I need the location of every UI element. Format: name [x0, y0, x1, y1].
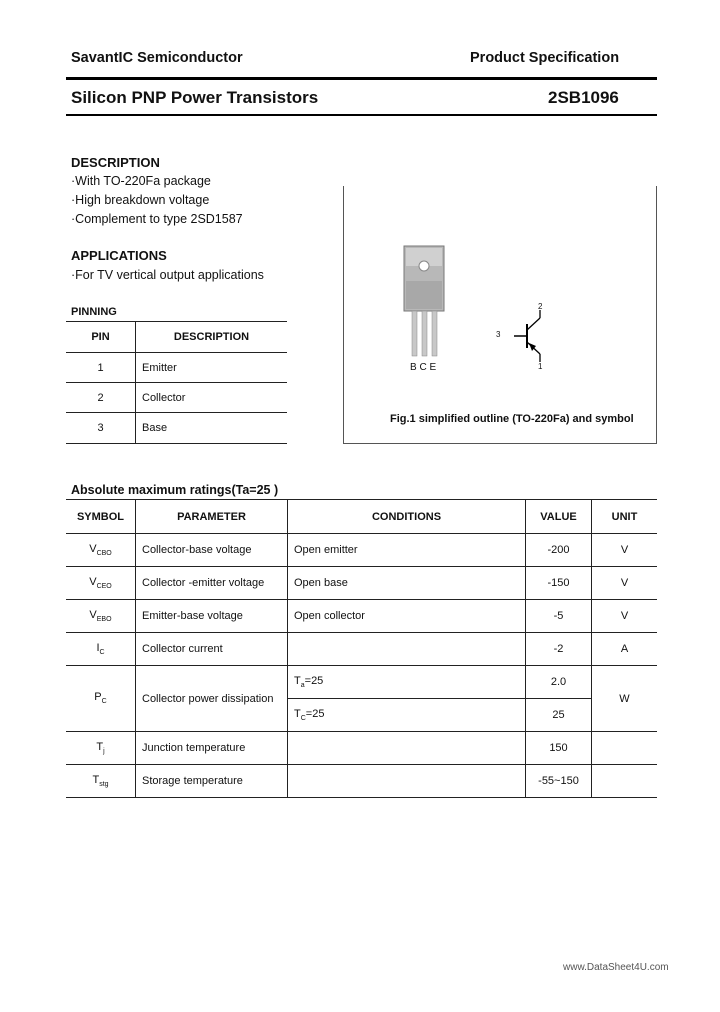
- pin-description: Base: [142, 422, 168, 434]
- unit-cell: A: [620, 643, 629, 655]
- symbol-letter: I: [96, 641, 100, 654]
- value-cell: 25: [526, 699, 592, 732]
- value-cell: -2: [526, 633, 592, 666]
- unit-cell: V: [620, 544, 629, 556]
- parameter-cell: Collector power dissipation: [136, 666, 288, 732]
- symbol-header: SYMBOL: [66, 500, 136, 534]
- symbol-cell: [66, 600, 136, 633]
- applications-title: APPLICATIONS: [71, 248, 167, 263]
- header-rule-top: [66, 77, 657, 80]
- symbol-letter: V: [89, 608, 97, 621]
- symbol-subscript: C: [99, 649, 105, 657]
- symbol-letter: P: [94, 691, 102, 704]
- pin-description: Emitter: [142, 361, 177, 374]
- table-row: [66, 383, 287, 413]
- value-cell: 2.0: [526, 666, 592, 699]
- conditions-cell: Open emitter: [288, 534, 526, 567]
- value-header: VALUE: [526, 500, 592, 534]
- pnp-symbol-icon: [344, 186, 656, 443]
- footer-watermark: www.DataSheet4U.com: [563, 962, 669, 973]
- table-row: [66, 600, 657, 633]
- header-rule-bottom: [66, 114, 657, 116]
- pinning-title: PINNING: [71, 306, 117, 318]
- symbol-cell: [66, 765, 136, 798]
- spec-label: Product Specification: [470, 50, 620, 66]
- pin-desc-header: DESCRIPTION: [173, 331, 250, 343]
- unit-cell: W: [592, 666, 658, 732]
- description-item: ·With TO-220Fa package: [71, 174, 211, 188]
- condition-value: =25: [304, 674, 324, 687]
- parameter-header: PARAMETER: [136, 500, 288, 534]
- ratings-header-row: [66, 500, 657, 534]
- figure-caption: Fig.1 simplified outline (TO-220Fa) and symbol: [390, 413, 634, 425]
- condition-subscript: C: [300, 715, 306, 723]
- condition-subscript: a: [300, 682, 305, 690]
- symbol-cell: [66, 666, 136, 732]
- pinning-table: [66, 321, 287, 444]
- symbol-cell: [66, 633, 136, 666]
- ratings-table: [66, 499, 657, 798]
- symbol-subscript: stg: [99, 781, 109, 789]
- table-row: [66, 534, 657, 567]
- value-cell: -55~150: [526, 765, 592, 798]
- table-row: [66, 765, 657, 798]
- pin-number: 1: [66, 353, 136, 383]
- symbol-pin-label: 3: [496, 330, 501, 339]
- symbol-letter: T: [96, 740, 104, 753]
- product-line: Silicon PNP Power Transistors: [71, 88, 319, 107]
- symbol-subscript: CEO: [96, 583, 112, 591]
- value-cell: -5: [526, 600, 592, 633]
- conditions-cell: [288, 765, 526, 798]
- condition-letter: T: [294, 674, 301, 687]
- parameter-cell: Collector-base voltage: [136, 534, 288, 567]
- symbol-subscript: C: [101, 698, 107, 706]
- symbol-letter: V: [89, 575, 97, 588]
- symbol-cell: [66, 567, 136, 600]
- table-row: [66, 666, 657, 699]
- conditions-cell: Open base: [288, 567, 526, 600]
- symbol-letter: V: [89, 542, 97, 555]
- value-cell: -150: [526, 567, 592, 600]
- conditions-cell: [288, 732, 526, 765]
- table-row: [66, 413, 287, 444]
- applications-item: ·For TV vertical output applications: [71, 268, 264, 282]
- symbol-subscript: j: [103, 748, 105, 756]
- conditions-cell: [288, 699, 526, 732]
- symbol-pin-label: 1: [538, 362, 543, 371]
- table-row: [66, 732, 657, 765]
- conditions-cell: [288, 633, 526, 666]
- value-cell: -200: [526, 534, 592, 567]
- pin-number: 3: [66, 413, 136, 444]
- conditions-cell: [288, 666, 526, 699]
- table-row: [66, 567, 657, 600]
- unit-cell: V: [620, 577, 629, 589]
- pin-header: PIN: [66, 322, 136, 353]
- unit-cell: V: [620, 610, 629, 622]
- pin-description: Collector: [142, 391, 186, 404]
- ratings-title: Absolute maximum ratings(Ta=25 ): [71, 483, 279, 497]
- parameter-cell: Junction temperature: [136, 732, 288, 765]
- description-title: DESCRIPTION: [71, 155, 160, 170]
- part-number: 2SB1096: [548, 88, 619, 107]
- symbol-cell: [66, 534, 136, 567]
- parameter-cell: Collector -emitter voltage: [136, 567, 288, 600]
- symbol-subscript: CBO: [96, 550, 112, 558]
- table-row: [66, 633, 657, 666]
- symbol-cell: [66, 732, 136, 765]
- unit-cell: [592, 732, 658, 765]
- symbol-letter: T: [92, 773, 100, 786]
- parameter-cell: Collector current: [136, 633, 288, 666]
- unit-header: UNIT: [611, 510, 638, 523]
- package-pin-labels: B C E: [410, 362, 437, 373]
- parameter-cell: Emitter-base voltage: [136, 600, 288, 633]
- condition-letter: T: [294, 707, 301, 720]
- conditions-cell: Open collector: [288, 600, 526, 633]
- company-name: SavantIC Semiconductor: [71, 50, 243, 66]
- conditions-header: CONDITIONS: [288, 500, 526, 534]
- table-row: [66, 353, 287, 383]
- condition-value: =25: [305, 707, 325, 720]
- description-item: ·High breakdown voltage: [71, 193, 210, 207]
- value-cell: 150: [526, 732, 592, 765]
- parameter-cell: Storage temperature: [136, 765, 288, 798]
- pin-number: 2: [66, 383, 136, 413]
- description-item: ·Complement to type 2SD1587: [71, 212, 243, 226]
- symbol-pin-label: 2: [538, 302, 543, 311]
- figure-frame: [343, 186, 657, 444]
- unit-cell: [592, 765, 658, 798]
- pinning-header-row: [66, 322, 287, 353]
- symbol-subscript: EBO: [96, 616, 112, 624]
